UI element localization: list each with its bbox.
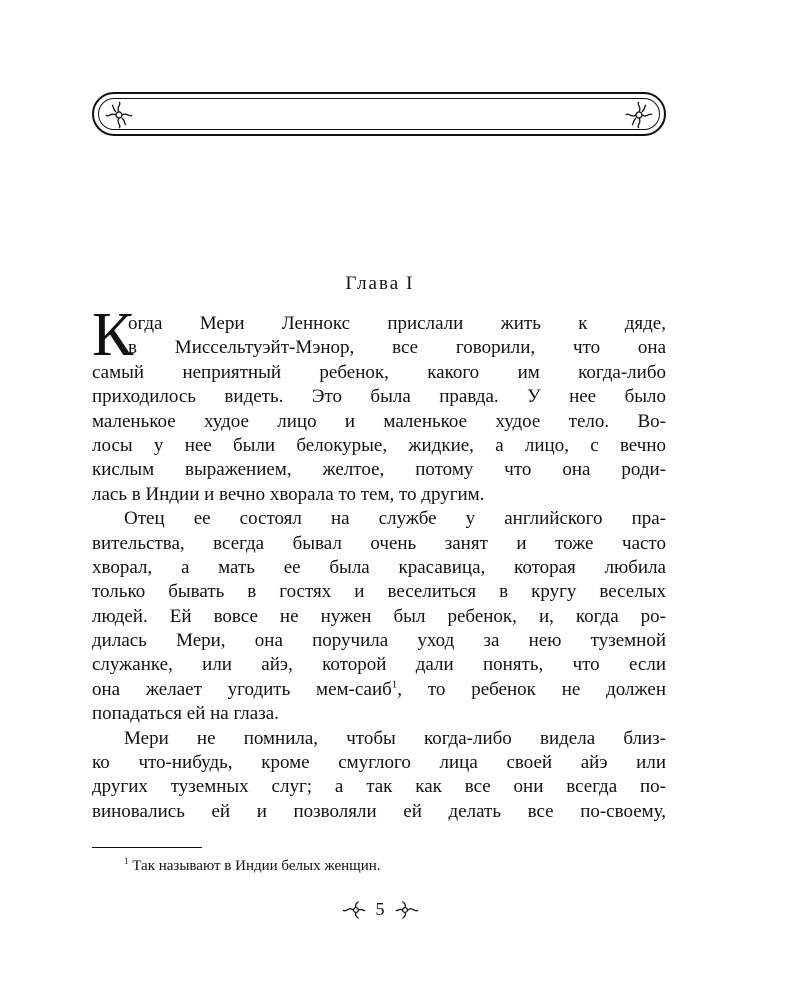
text-line: хворал, а мать ее была красавица, которая любила bbox=[92, 556, 666, 578]
text-line: вительства, всегда бывал очень занят и тоже часто bbox=[92, 532, 666, 554]
folio-ornament-left-icon bbox=[342, 901, 366, 919]
header-ornament-frame bbox=[92, 92, 666, 136]
text-line: только бывать в гостях и веселиться в кругу веселых bbox=[92, 581, 666, 603]
text-line: кислым выражением, желтое, потому что она роди- bbox=[92, 459, 666, 481]
text-line: она желает угодить мем-саиб$^1$, то ребенок не должен bbox=[92, 678, 666, 700]
text-line: других туземных слуг; а так как все они всегда по- bbox=[92, 776, 666, 798]
text-line: в Миссельтуэйт-Мэнор, все говорили, что она bbox=[128, 337, 666, 359]
fleuron-ornament-icon bbox=[104, 100, 134, 130]
chapter-heading bbox=[0, 273, 760, 295]
text-line: людей. Ей вовсе не нужен был ребенок, и, когда ро- bbox=[92, 605, 666, 627]
drop-cap: К bbox=[92, 301, 134, 369]
text-line: маленькое худое лицо и маленькое худое тело. Во- bbox=[92, 410, 666, 432]
footnote-divider bbox=[92, 847, 202, 848]
text-line: служанке, или айэ, которой дали понять, что если bbox=[92, 654, 666, 676]
text-line: Мери не помнила, чтобы когда-либо видела близ- bbox=[124, 727, 666, 749]
footnote bbox=[124, 858, 381, 875]
footnote-text: Так называют в Индии белых женщин. bbox=[132, 858, 381, 874]
footnote-marker: 1 bbox=[124, 856, 129, 866]
text-line: попадаться ей на глаза. bbox=[92, 703, 279, 725]
folio-ornament-right-icon bbox=[395, 901, 419, 919]
text-line: приходилось видеть. Это была правда. У нее было bbox=[92, 386, 666, 408]
body-text bbox=[92, 301, 666, 824]
chapter-number: I bbox=[406, 273, 415, 294]
page-number-block bbox=[0, 898, 760, 920]
text-line: самый неприятный ребенок, какого им когда-либо bbox=[92, 361, 666, 383]
text-line: ко что-нибудь, кроме смуглого лица своей айэ или bbox=[92, 752, 666, 774]
footnote-reference[interactable]: 1 bbox=[391, 678, 398, 691]
page-number: 5 bbox=[375, 899, 385, 920]
chapter-label: Глава bbox=[345, 273, 401, 294]
text-line: лась в Индии и вечно хворала то тем, то другим. bbox=[92, 483, 485, 505]
text-line: виновались ей и позволяли ей делать все по-своему, bbox=[92, 800, 666, 822]
text-line: К огда Мери Леннокс прислали жить к дяде, bbox=[92, 301, 666, 369]
text-line: лосы у нее были белокурые, жидкие, а лицо, с вечно bbox=[92, 434, 666, 456]
fleuron-ornament-icon bbox=[624, 100, 654, 130]
text-line: Отец ее состоял на службе у английского пра- bbox=[124, 508, 666, 530]
text-line: дилась Мери, она поручила уход за нею туземной bbox=[92, 630, 666, 652]
